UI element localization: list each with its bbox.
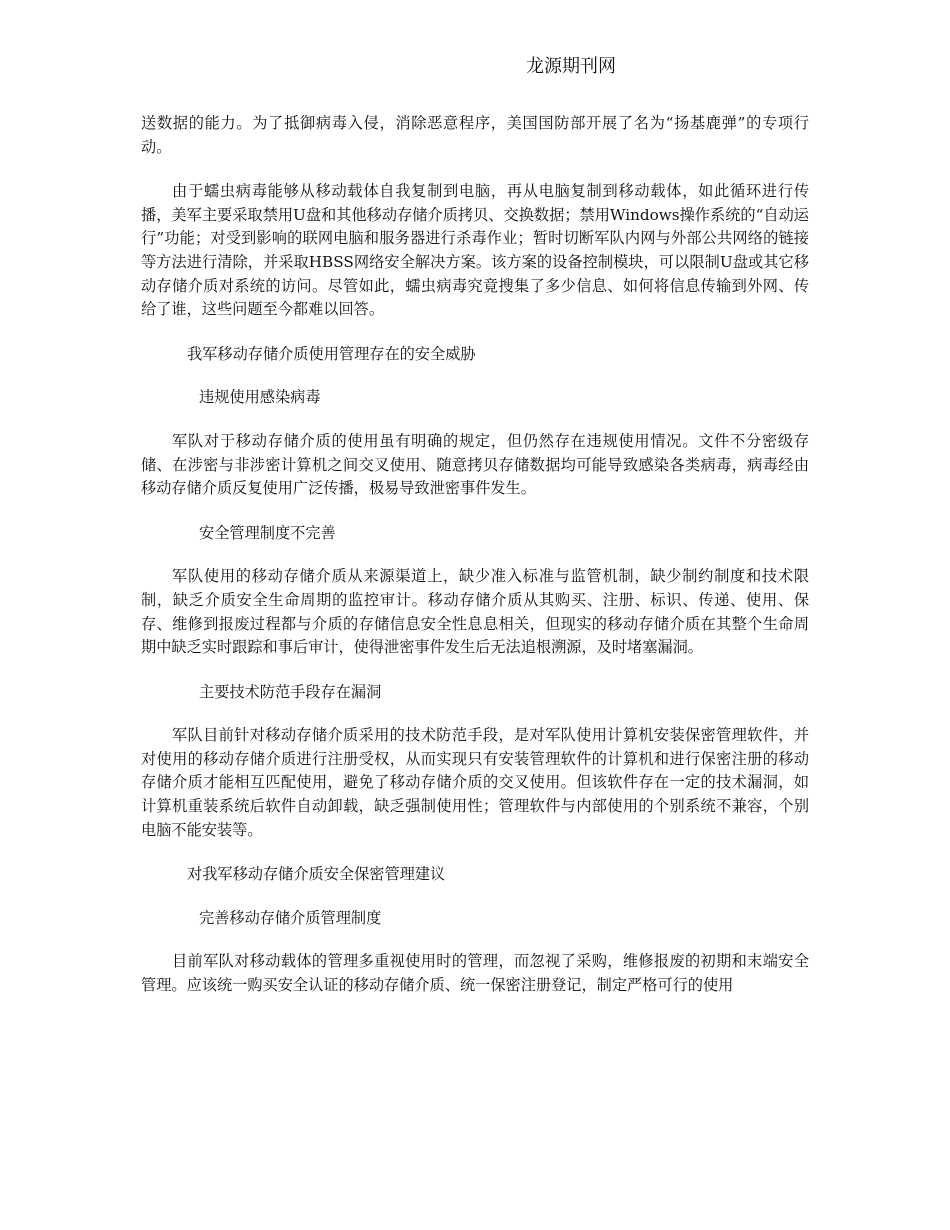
- paragraph-management: 军队使用的移动存储介质从来源渠道上，缺少准入标准与监管机制，缺少制约制度和技术限制，缺乏介质安全生命周期的监控审计。移动存储介质从其购买、注册、标识、传递、使用、保存、维修到报废过程都与介质的存储信息安全性息息相关，但现实的移动存储介质在其整个生命周期中缺乏实时跟踪和事后审计，使得泄密事件发生后无法追根溯源，及时堵塞漏洞。: [141, 567, 809, 657]
- section-heading-threats: 我军移动存储介质使用管理存在的安全威胁: [187, 344, 476, 363]
- subsection-heading-improve: 完善移动存储介质管理制度: [199, 908, 382, 927]
- article-body: [141, 112, 809, 998]
- subsection-heading-virus: 违规使用感染病毒: [199, 388, 321, 407]
- paragraph-technical: 军队目前针对移动存储介质采用的技术防范手段，是对军队使用计算机安装保密管理软件，并对使用的移动存储介质进行注册受权，从而实现只有安装管理软件的计算机和进行保密注册的移动存储介质才能相互匹配使用，避免了移动存储介质的交叉使用。但该软件存在一定的技术漏洞，如计算机重装系统后软件自动卸载，缺乏强制使用性；管理软件与内部使用的个别系统不兼容，个别电脑不能安装等。: [141, 726, 809, 839]
- paragraph-us-response: 由于蠕虫病毒能够从移动载体自我复制到电脑，再从电脑复制到移动载体，如此循环进行传播，美军主要采取禁用U盘和其他移动存储介质拷贝、交换数据；禁用Windows操作系统的“自动运行”功能；对受到影响的联网电脑和服务器进行杀毒作业；暂时切断军队内网与外部公共网络的链接等方法进行清除，并采取HBSS网络安全解决方案。该方案的设备控制模块，可以限制U盘或其它移动存储介质对系统的访问。尽管如此，蠕虫病毒究竟搜集了多少信息、如何将信息传输到外网、传给了谁，这些问题至今都难以回答。: [141, 182, 809, 319]
- subsection-heading-technical: 主要技术防范手段存在漏洞: [199, 682, 382, 701]
- paragraph-continued: 送数据的能力。为了抵御病毒入侵，消除恶意程序，美国国防部开展了名为“扬基鹿弹”的专项行动。: [141, 114, 809, 156]
- site-title: 龙源期刊网: [526, 56, 616, 77]
- paragraph-virus: 军队对于移动存储介质的使用虽有明确的规定，但仍然存在违规使用情况。文件不分密级存储、在涉密与非涉密计算机之间交叉使用、随意拷贝存储数据均可能导致感染各类病毒，病毒经由移动存储介质反复使用广泛传播，极易导致泄密事件发生。: [141, 431, 809, 498]
- subsection-heading-management: 安全管理制度不完善: [199, 523, 336, 542]
- section-heading-suggestions: 对我军移动存储介质安全保密管理建议: [187, 865, 446, 884]
- paragraph-improve: 目前军队对移动载体的管理多重视使用时的管理，而忽视了采购，维修报废的初期和末端安全管理。应该统一购买安全认证的移动存储介质、统一保密注册登记，制定严格可行的使用: [141, 952, 809, 995]
